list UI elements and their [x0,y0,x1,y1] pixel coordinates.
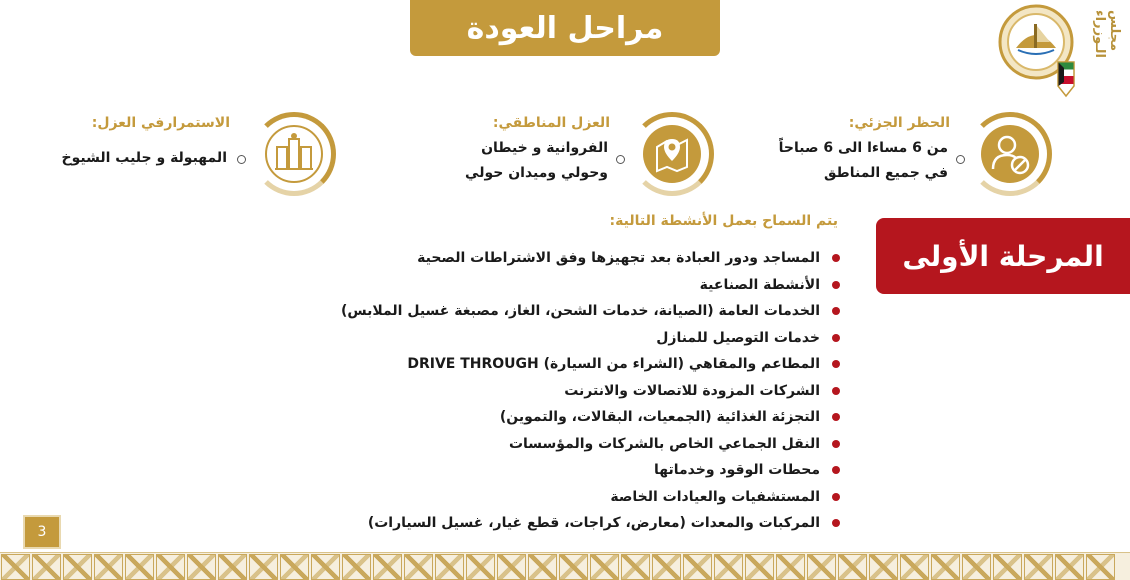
list-item [300,404,840,431]
zone-line: وحولي وميدان حولي [465,165,608,181]
zone-heading: الحظر الجزئي: [848,115,950,131]
pattern-tile [311,554,340,580]
bullet-dot [832,387,840,395]
zone-area-isolation [440,110,720,200]
list-item-text: الشركات المزودة للاتصالات والانترنت [564,382,820,399]
pattern-tile [125,554,154,580]
bullet-dot [832,493,840,501]
list-item-text: النقل الجماعي الخاص بالشركات والمؤسسات [508,435,820,452]
pattern-tile [1055,554,1084,580]
pattern-tile [1024,554,1053,580]
buildings-icon [267,127,321,181]
pattern-tile [528,554,557,580]
pattern-tile [652,554,681,580]
bullet-dot [832,281,840,289]
zone-bullet [237,155,246,164]
list-item [300,457,840,484]
pattern-tile [559,554,588,580]
list-item [300,298,840,325]
bullet-dot [832,360,840,368]
pattern-tile [993,554,1022,580]
pattern-tile [280,554,309,580]
pattern-tile [32,554,61,580]
list-item-text: المستشفيات والعيادات الخاصة [610,488,820,505]
zone-heading: الاستمرارفي العزل: [91,115,230,131]
logo-text: مجلس الـوزراء [1092,10,1122,59]
list-item [300,272,840,299]
pattern-tile [218,554,247,580]
pattern-tile [466,554,495,580]
list-item [300,378,840,405]
page-number: 3 [23,515,61,549]
pattern-tile [590,554,619,580]
activities-intro: يتم السماح بعمل الأنشطة التالية: [609,213,838,229]
zone-icon-disc [981,125,1039,183]
bullet-dot [832,440,840,448]
pattern-tile [404,554,433,580]
zone-line: في جميع المناطق [823,165,948,181]
bullet-dot [832,519,840,527]
pattern-tile [776,554,805,580]
pattern-tile [1086,554,1115,580]
pattern-tile [900,554,929,580]
pattern-tile [683,554,712,580]
list-item-text: محطات الوقود وخدماتها [654,462,820,479]
zone-line: من 6 مساءا الى 6 صباحاً [778,140,948,156]
bullet-dot [832,254,840,262]
list-item-text: التجزئة الغذائية (الجمعيات، البقالات، والتموين) [499,409,820,426]
person-blocked-icon [981,125,1039,183]
list-item-text: خدمات التوصيل للمنازل [656,329,820,346]
zone-bullet [956,155,965,164]
pattern-tile [838,554,867,580]
zone-icon-disc [643,125,701,183]
pattern-tile [807,554,836,580]
activities-list [300,245,840,537]
pattern-tile [869,554,898,580]
footer-pattern [0,552,1130,580]
zone-icon-disc [265,125,323,183]
pattern-tile [962,554,991,580]
bullet-dot [832,307,840,315]
pattern-tile [373,554,402,580]
zone-bullet [616,155,625,164]
zone-heading: العزل المناطقي: [492,115,610,131]
pattern-tile [94,554,123,580]
phase-label: المرحلة الأولى [876,218,1130,294]
list-item [300,484,840,511]
list-item-text: الخدمات العامة (الصيانة، خدمات الشحن، الغاز، مصبغة غسيل الملابس) [340,303,820,320]
list-item [300,431,840,458]
map-pin-icon [643,125,701,183]
pattern-tile [156,554,185,580]
zone-line: الفروانية و خيطان [481,140,608,156]
pattern-tile [931,554,960,580]
pattern-tile [714,554,743,580]
pattern-tile [63,554,92,580]
pattern-tile [1,554,30,580]
list-item-text: المطاعم والمقاهي (الشراء من السيارة) DRIVE THROUGH [407,356,820,373]
pattern-tile [342,554,371,580]
bullet-dot [832,413,840,421]
pattern-tile [435,554,464,580]
list-item-text: المساجد ودور العبادة بعد تجهيزها وفق الاشتراطات الصحية [417,250,820,267]
zone-line: المهبولة و جليب الشيوخ [61,150,227,166]
list-item-text: الأنشطة الصناعية [699,276,820,293]
pattern-tile [621,554,650,580]
pattern-tile [249,554,278,580]
list-item [300,510,840,537]
page-title: مراحل العودة [410,0,720,56]
zone-continued-isolation [30,110,350,200]
pattern-tile [187,554,216,580]
list-item [300,245,840,272]
pattern-tile [497,554,526,580]
list-item [300,351,840,378]
list-item [300,325,840,352]
bullet-dot [832,334,840,342]
list-item-text: المركبات والمعدات (معارض، كراجات، قطع غيار، غسيل السيارات) [367,515,820,532]
zone-partial-curfew [760,110,1060,200]
pattern-tile [745,554,774,580]
bullet-dot [832,466,840,474]
